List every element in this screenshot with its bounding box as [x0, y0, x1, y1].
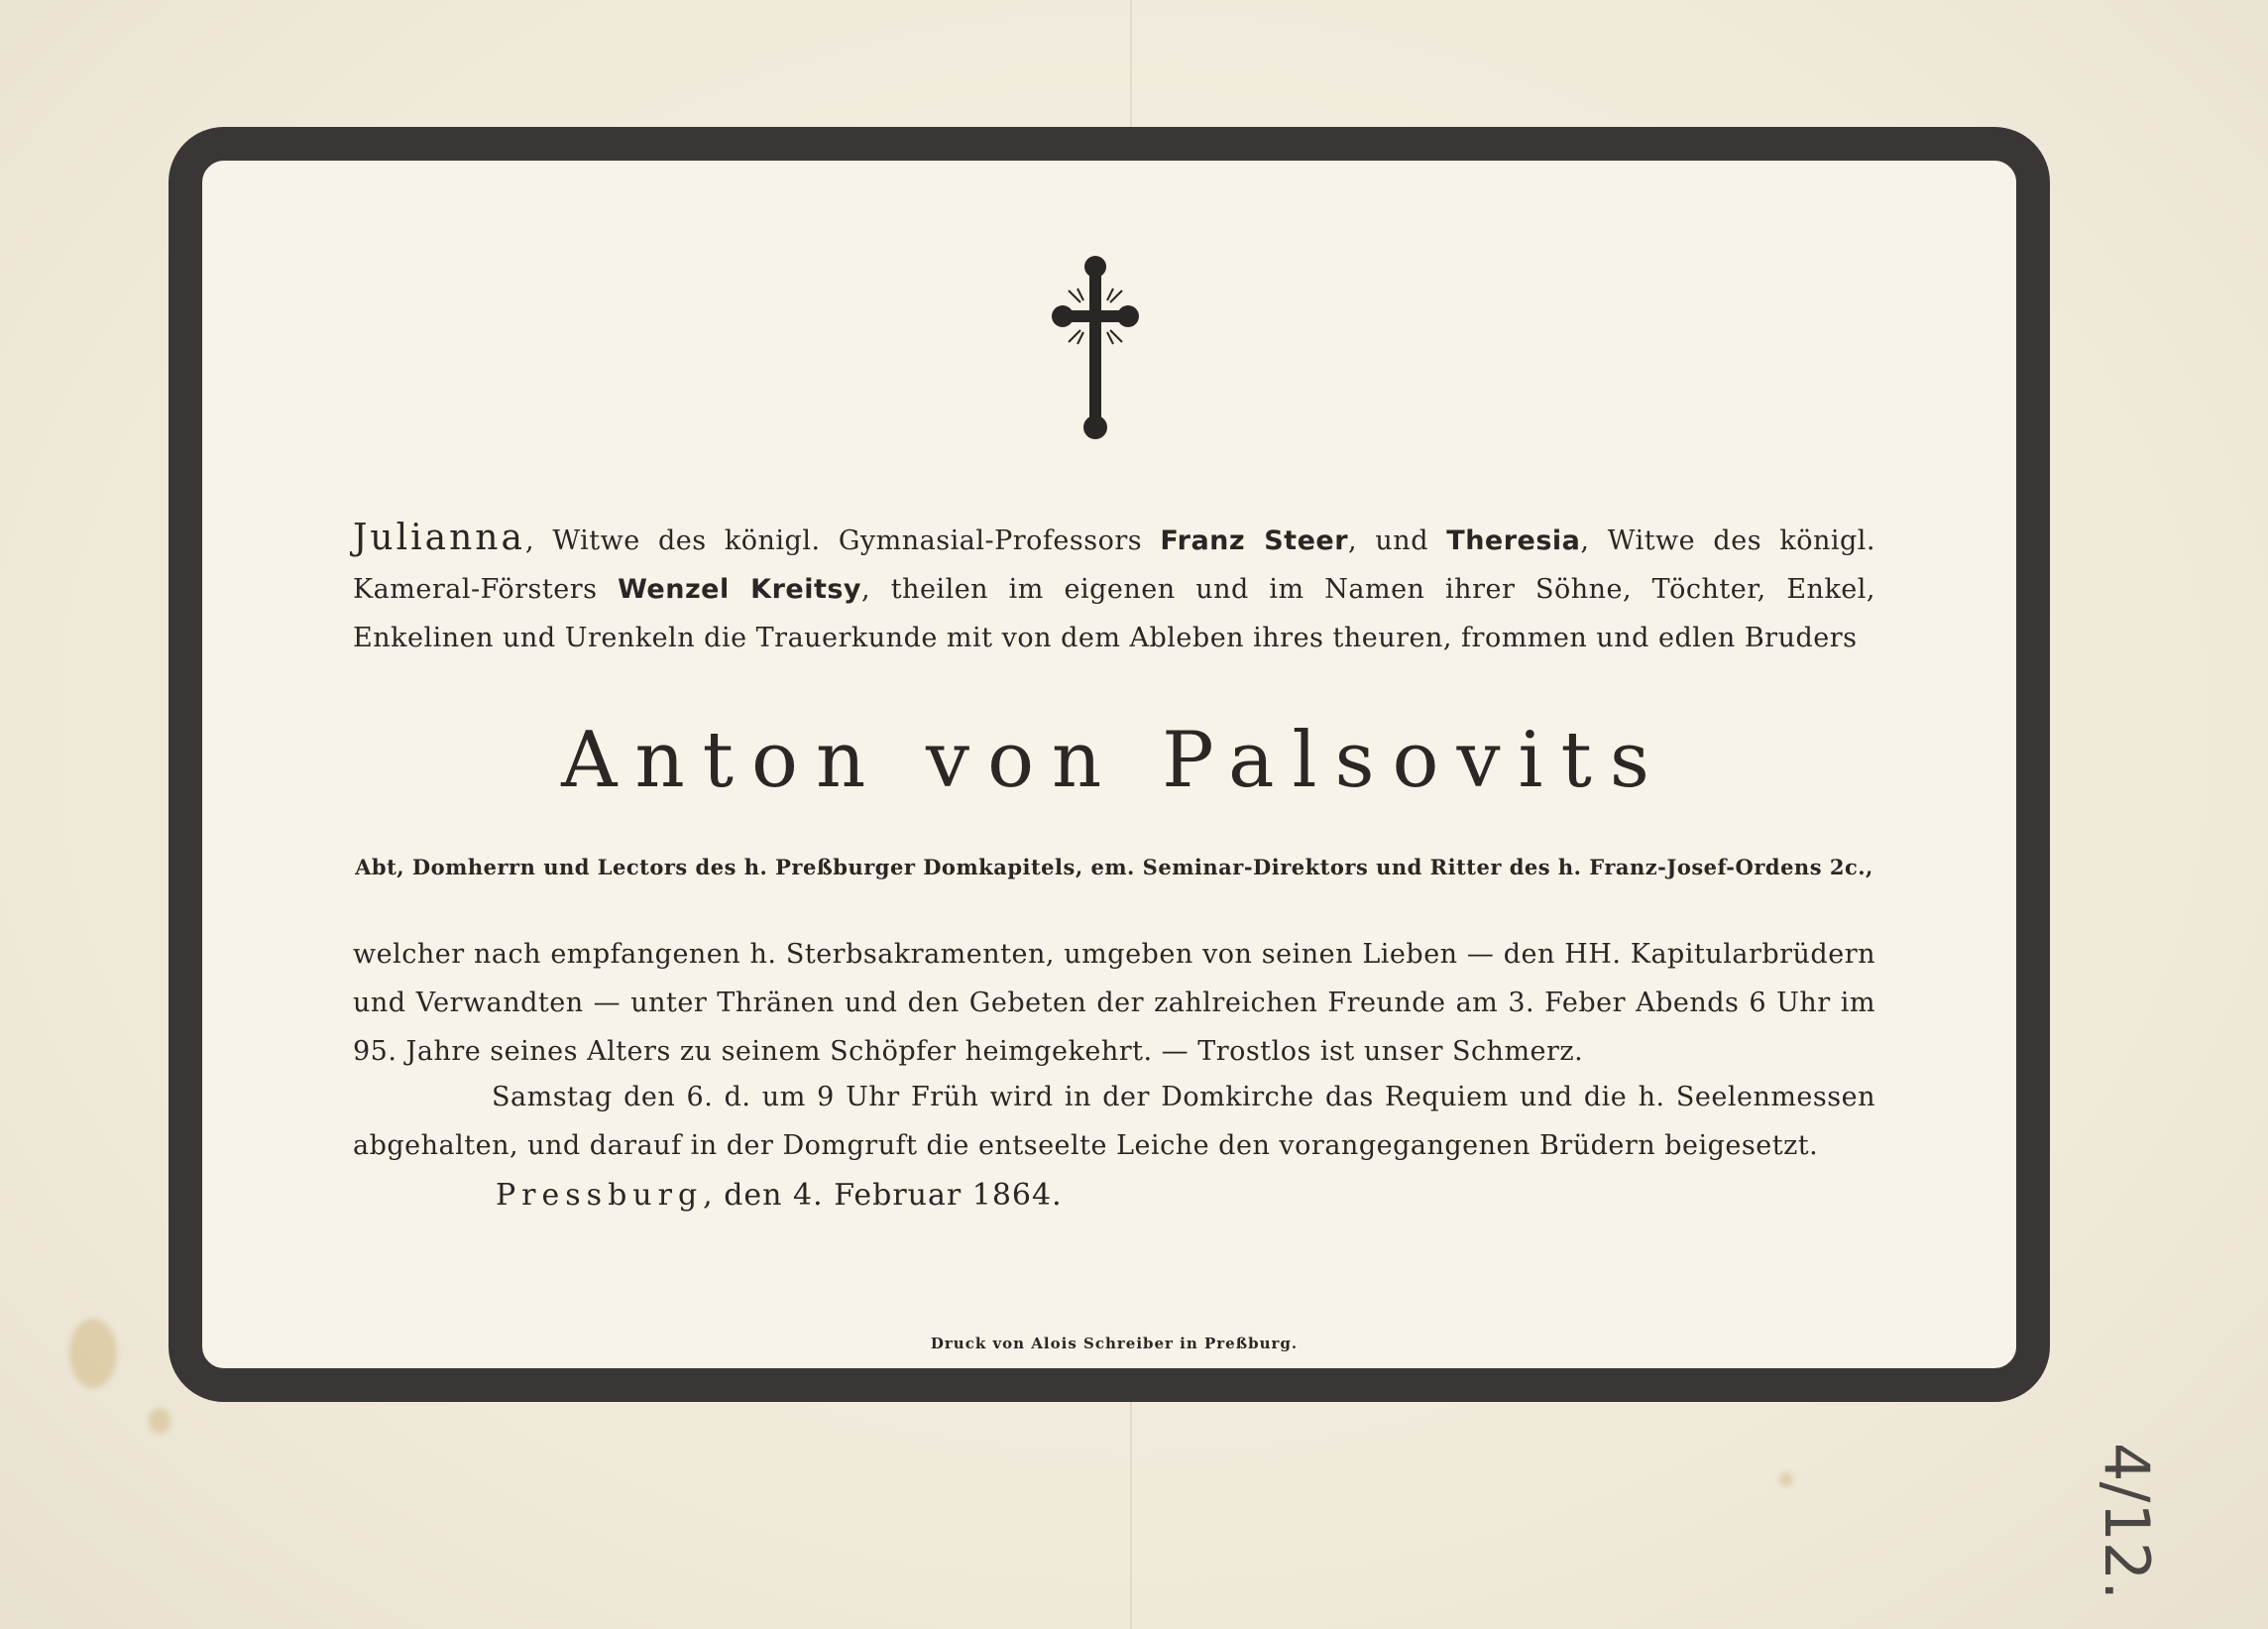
intro-text: , theilen im eigenen und im Namen ihrer Söhne, Töchter, Enkel, Enkelinen und Urenkeln die Trauerkunde mit von dem Ableben ihres theuren, frommen und edlen Bruders [353, 574, 1876, 653]
deceased-titles: Abt, Domherrn und Lectors des h. Preßburger Domkapitels, em. Seminar-Direktors und Ritter des h. Franz-Josef-Ordens 2c., [355, 855, 1873, 879]
archive-mark: 4/12. [2091, 1443, 2163, 1600]
intro-text: , Witwe des königl. Gymnasial-Professors [524, 525, 1161, 556]
sister-name-julianna: Julianna [353, 518, 525, 558]
date-text: , den 4. Februar 1864. [703, 1178, 1063, 1213]
sister-name-theresia: Theresia [1446, 525, 1581, 556]
stain [149, 1408, 170, 1434]
body-paragraph-death: welcher nach empfangenen h. Sterbsakramenten, umgeben von seinen Lieben — den HH. Kapitularbrüdern und Verwandten — unter Thränen und den Gebeten der zahlreichen Freunde am 3. Feber Abends 6 Uhr im 95. Jahre seines Alters zu seinem Schöpfer heimgekehrt. — Trostlos ist unser Schmerz. [353, 939, 1875, 1067]
stain [1779, 1472, 1793, 1486]
husband-name-steer: Franz Steer [1160, 525, 1349, 556]
intro-paragraph [353, 514, 1875, 662]
dateline [496, 1178, 1063, 1213]
stain [69, 1319, 117, 1388]
place-name: Pressburg [496, 1178, 704, 1213]
printer-imprint: Druck von Alois Schreiber in Preßburg. [930, 1335, 1299, 1352]
deceased-name: Anton von Palsovits [561, 716, 1667, 805]
body-paragraph-funeral: Samstag den 6. d. um 9 Uhr Früh wird in der Domkirche das Requiem und die h. Seelenmessen abgehalten, und darauf in der Domgruft die entseelte Leiche den vorangegangenen Brüdern beigesetzt. [353, 1082, 1875, 1161]
intro-text: , und [1348, 525, 1447, 556]
husband-name-kreitsy: Wenzel Kreitsy [618, 574, 862, 605]
intro-text: , Witwe des königl. Kameral-Försters [353, 525, 1875, 605]
cross-icon [1051, 253, 1140, 441]
